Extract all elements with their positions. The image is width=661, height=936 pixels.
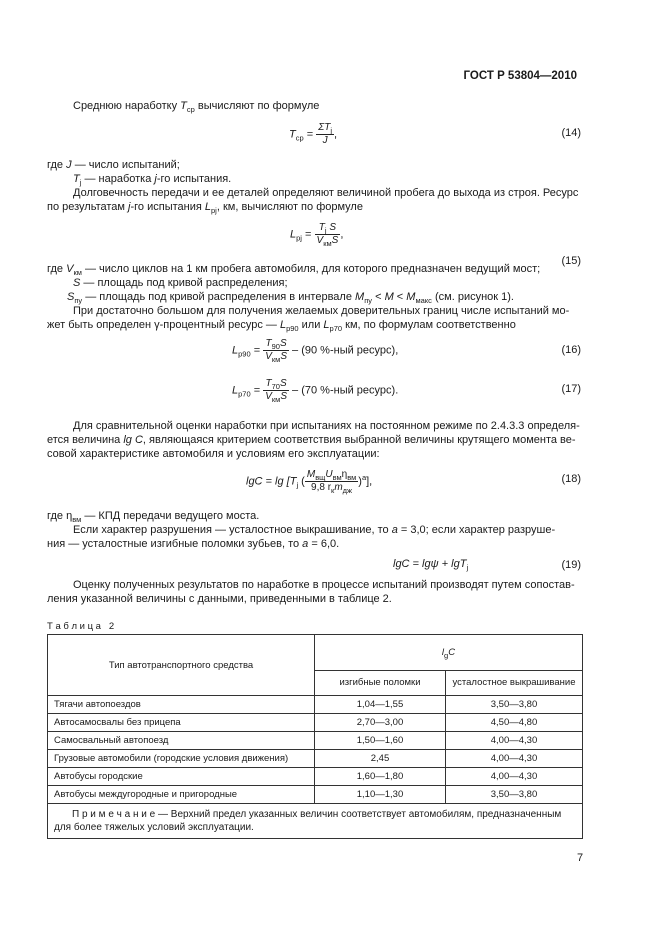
where-eta: где $\eta_{вм}$ — КПД передачи ведущего моста. xyxy=(47,510,260,525)
cell-bending: 1,50—1,60 xyxy=(315,732,446,750)
equation-number-19: (19) xyxy=(561,559,581,571)
paragraph-mean-life: Среднюю наработку $T_{ср}$ вычисляют по формуле xyxy=(73,100,320,115)
paragraph-gamma-line2: жет быть определен γ-процентный ресурс — $L_{p90}$ или $L_{p70}$ км, по формулам соответственно xyxy=(47,319,516,334)
paragraph-compare-line2: ления указанной величины с данными, приведенными в таблице 2. xyxy=(47,593,392,605)
cell-pitting: 3,50—3,80 xyxy=(446,786,583,804)
table-row xyxy=(48,732,583,750)
cell-bending: 2,70—3,00 xyxy=(315,714,446,732)
paragraph-lgc-line3: совой характеристике автомобиля и условиям его эксплуатации: xyxy=(47,448,380,460)
table-row xyxy=(48,786,583,804)
equation-number-14: (14) xyxy=(561,127,581,139)
cell-vehicle-type: Самосвальный автопоезд xyxy=(48,732,315,750)
formula-14: $T_{ср}$ = $\frac{\Sigma T_j}{J}$ , xyxy=(289,122,338,146)
paragraph-lgc-line1: Для сравнительной оценки наработки при испытаниях на постоянном режиме по 2.4.3.3 определя- xyxy=(73,420,580,432)
paragraph-compare-line1: Оценку полученных результатов по наработке в процессе испытаний производят путем сопостав- xyxy=(73,579,575,591)
equation-number-15: (15) xyxy=(561,255,581,267)
cell-vehicle-type: Грузовые автомобили (городские условия движения) xyxy=(48,750,315,768)
table-note: П р и м е ч а н и е — Верхний предел указанных величин соответствует автомобилям, предназначенным для более тяжелых условий эксплуатации. xyxy=(48,804,583,839)
cell-pitting: 4,50—4,80 xyxy=(446,714,583,732)
cell-pitting: 4,00—4,30 xyxy=(446,768,583,786)
cell-vehicle-type: Автобусы междугородные и пригородные xyxy=(48,786,315,804)
formula-18: $\lg C = \lg [T_j$ ( $\frac{M_{вщ}U_{вм}\eta_{вм}}{9,8 r_кm_{дж}}$ )$^a$], xyxy=(246,469,373,495)
header-bending-failures: изгибные поломки xyxy=(315,670,446,695)
where-Tj: $T_j$ — наработка j-го испытания. xyxy=(73,173,232,188)
cell-pitting: 4,00—4,30 xyxy=(446,732,583,750)
paragraph-durability-line1: Долговечность передачи и ее деталей определяют величиной пробега до выхода из строя. Ресурс xyxy=(73,187,579,199)
cell-bending: 1,04—1,55 xyxy=(315,696,446,714)
equation-number-17: (17) xyxy=(561,383,581,395)
document-header: ГОСТ Р 53804—2010 xyxy=(463,70,577,82)
formula-16: $L_{p90}$ = $\frac{T_{90}S}{V_{км}S}$ – (90 %-ный ресурс), xyxy=(232,338,399,364)
table-row xyxy=(48,714,583,732)
table-2 xyxy=(47,634,583,839)
where-Spu: $S_{пу}$ — площадь под кривой распределения в интервале $M_{пу} < M < M_{макс}$ (см. рисунок 1). xyxy=(67,291,514,306)
formula-17: $L_{p70}$ = $\frac{T_{70}S}{V_{км}S}$ – (70 %-ный ресурс). xyxy=(232,378,399,404)
paragraph-gamma-line1: При достаточно большом для получения желаемых доверительных границ числе испытаний мо- xyxy=(73,305,570,317)
formula-15: $L_{pj}$ = $\frac{T_j S}{V_{км}S}$ , xyxy=(290,222,344,248)
table-caption: Т а б л и ц а 2 xyxy=(47,621,115,632)
header-pitting: усталостное выкрашивание xyxy=(446,670,583,695)
where-J: где J — число испытаний; xyxy=(47,159,180,171)
paragraph-durability-line2: по результатам j-го испытания $L_{pj}$, км, вычисляют по формуле xyxy=(47,201,363,216)
cell-bending: 2,45 xyxy=(315,750,446,768)
cell-vehicle-type: Автобусы городские xyxy=(48,768,315,786)
cell-vehicle-type: Автосамосвалы без прицепа xyxy=(48,714,315,732)
cell-pitting: 4,00—4,30 xyxy=(446,750,583,768)
cell-pitting: 3,50—3,80 xyxy=(446,696,583,714)
where-Vkm: где $V_{км}$ — число циклов на 1 км пробега автомобиля, для которого предназначен ведущий мост; xyxy=(47,263,541,278)
equation-number-16: (16) xyxy=(561,344,581,356)
paragraph-failure-line2: ния — усталостные изгибные поломки зубьев, то a = 6,0. xyxy=(47,538,340,550)
equation-number-18: (18) xyxy=(561,473,581,485)
paragraph-failure-line1: Если характер разрушения — усталостное выкрашивание, то a = 3,0; если характер разруше- xyxy=(73,524,556,536)
table-row xyxy=(48,750,583,768)
header-lgc: $l_gC$ xyxy=(315,635,583,671)
cell-vehicle-type: Тягачи автопоездов xyxy=(48,696,315,714)
formula-19: lgC = lgψ + lgT$_j$ xyxy=(393,558,469,573)
header-vehicle-type: Тип автотранспортного средства xyxy=(48,635,315,696)
where-S: S — площадь под кривой распределения; xyxy=(73,277,288,289)
paragraph-lgc-line2: ется величина lg C, являющаяся критерием соответствия выбранной величины крутящего момента ве- xyxy=(47,434,576,446)
table-row xyxy=(48,768,583,786)
page-number: 7 xyxy=(577,852,584,864)
cell-bending: 1,10—1,30 xyxy=(315,786,446,804)
table-row xyxy=(48,696,583,714)
cell-bending: 1,60—1,80 xyxy=(315,768,446,786)
